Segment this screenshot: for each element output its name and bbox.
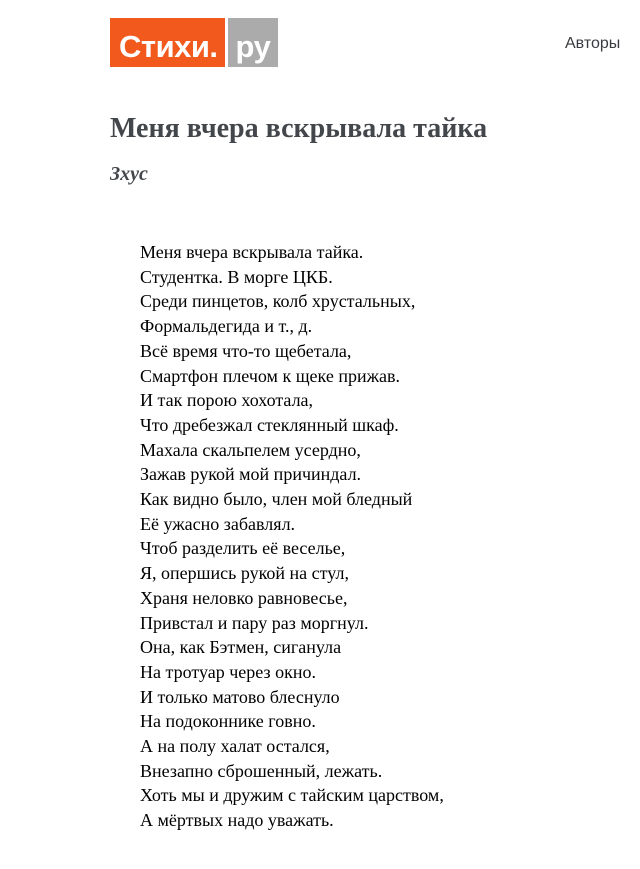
poem-line: Зажав рукой мой причиндал.: [140, 464, 362, 485]
site-logo[interactable]: [110, 18, 278, 67]
poem-line: Она, как Бэтмен, сиганула: [140, 637, 342, 658]
poem-author-link[interactable]: Зхус: [110, 163, 148, 185]
poem-line: Её ужасно забавлял.: [140, 513, 296, 534]
poem-line: Меня вчера вскрывала тайка.: [140, 242, 364, 262]
poem-line: Махала скальпелем усердно,: [140, 439, 361, 460]
poem-line: Чтоб разделить её веселье,: [140, 538, 346, 559]
poem-line: А мёртвых надо уважать.: [140, 810, 334, 831]
poem-line: Смартфон плечом к щеке прижав.: [140, 365, 401, 386]
poem-line: Как видно было, член мой бледный: [140, 489, 413, 510]
poem-title: Меня вчера вскрывала тайка: [110, 113, 488, 144]
poem-line: Внезапно сброшенный, лежать.: [140, 760, 383, 781]
poem-text: [140, 240, 444, 833]
poem-line: Среди пинцетов, колб хрустальных,: [140, 291, 416, 312]
poem-line: Студентка. В морге ЦКБ.: [140, 266, 333, 287]
poem-line: И только матово блеснуло: [140, 686, 340, 707]
poem-line: На подоконнике говно.: [140, 711, 316, 732]
poem-line: Хоть мы и дружим с тайским царством,: [140, 785, 444, 806]
poem-line: Храня неловко равновесье,: [140, 587, 348, 608]
poem-line: А на полу халат остался,: [140, 736, 330, 757]
poem-line: И так порою хохотала,: [140, 390, 314, 411]
logo-block-orange: Стихи.: [110, 18, 225, 67]
poem-line: Я, опершись рукой на стул,: [140, 563, 349, 584]
poem-line: Что дребезжал стеклянный шкаф.: [140, 414, 399, 435]
poem-line: Формальдегида и т., д.: [140, 316, 313, 337]
poem-line: Привстал и пару раз моргнул.: [140, 612, 369, 633]
poem-line: На тротуар через окно.: [140, 661, 316, 682]
logo-block-gray: ру: [228, 18, 279, 67]
poem-line: Всё время что-то щебетала,: [140, 340, 352, 361]
nav-authors-link[interactable]: Авторы: [565, 35, 621, 52]
